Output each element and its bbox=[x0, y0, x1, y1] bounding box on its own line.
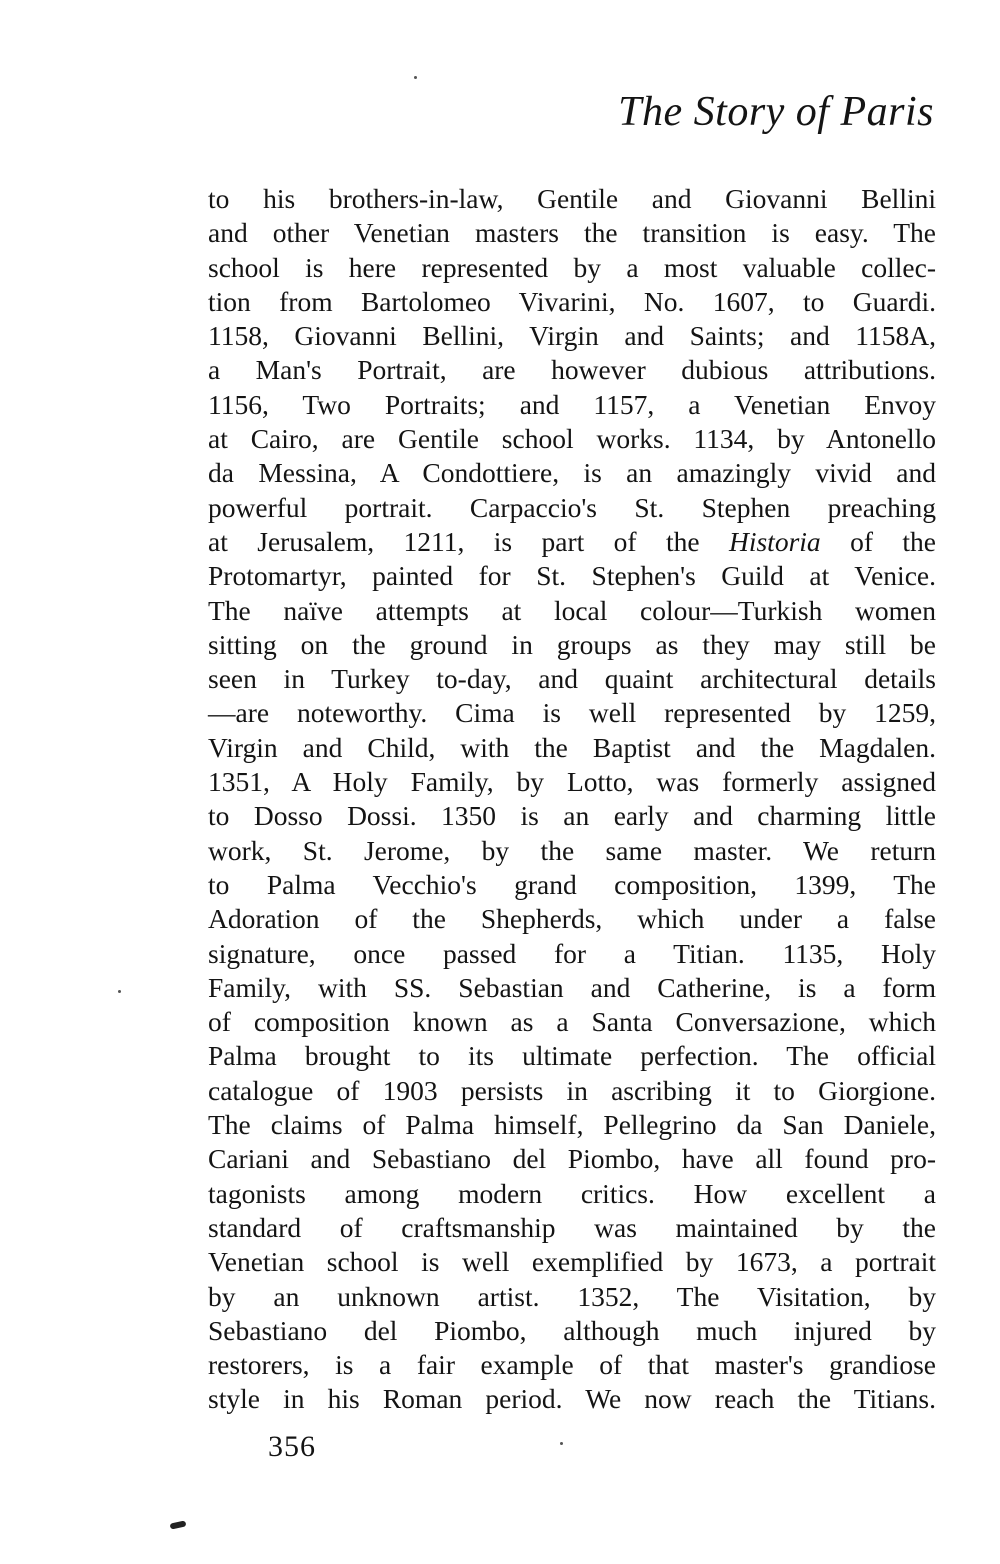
text-line: powerful portrait. Carpaccio's St. Stephen preaching bbox=[208, 491, 936, 523]
running-title: The Story of Paris bbox=[618, 89, 934, 135]
text-line: seen in Turkey to-day, and quaint architectural details bbox=[208, 663, 936, 695]
text-line: tagonists among modern critics. How excellent a bbox=[208, 1177, 936, 1209]
text-line: Family, with SS. Sebastian and Catherine, is a form bbox=[208, 971, 936, 1003]
ink-dot-mark bbox=[560, 1442, 563, 1445]
text-line: catalogue of 1903 persists in ascribing it to Giorgione. bbox=[208, 1074, 936, 1106]
text-line: Palma brought to its ultimate perfection. The official bbox=[208, 1040, 936, 1072]
text-line: restorers, is a fair example of that master's grandiose bbox=[208, 1349, 936, 1381]
text-line: and other Venetian masters the transition is easy. The bbox=[208, 217, 936, 249]
text-line: of composition known as a Santa Conversazione, which bbox=[208, 1006, 936, 1038]
text-line: Virgin and Child, with the Baptist and the Magdalen. bbox=[208, 731, 936, 763]
text-line: school is here represented by a most valuable collec- bbox=[208, 251, 936, 283]
text-line: da Messina, A Condottiere, is an amazingly vivid and bbox=[208, 457, 936, 489]
text-line: signature, once passed for a Titian. 1135, Holy bbox=[208, 937, 936, 969]
text-line: Venetian school is well exemplified by 1673, a portrait bbox=[208, 1246, 936, 1278]
text-line: 1158, Giovanni Bellini, Virgin and Saints; and 1158A, bbox=[208, 320, 936, 352]
text-line: to his brothers-in-law, Gentile and Giovanni Bellini bbox=[208, 183, 936, 214]
text-line: Cariani and Sebastiano del Piombo, have all found pro- bbox=[208, 1143, 936, 1175]
text-line: Adoration of the Shepherds, which under a false bbox=[208, 903, 936, 935]
text-line: by an unknown artist. 1352, The Visitation, by bbox=[208, 1280, 936, 1312]
body-paragraph bbox=[208, 182, 936, 1417]
text-line: sitting on the ground in groups as they may still be bbox=[208, 628, 936, 660]
text-line: 1156, Two Portraits; and 1157, a Venetian Envoy bbox=[208, 388, 936, 420]
text-line: —are noteworthy. Cima is well represented by 1259, bbox=[208, 697, 936, 729]
text-line: a Man's Portrait, are however dubious attributions. bbox=[208, 354, 936, 386]
text-line: tion from Bartolomeo Vivarini, No. 1607, to Guardi. bbox=[208, 285, 936, 317]
text-line: style in his Roman period. We now reach the Titians. bbox=[208, 1383, 936, 1415]
text-line: 1351, A Holy Family, by Lotto, was formerly assigned bbox=[208, 766, 936, 798]
text-line: standard of craftsmanship was maintained by the bbox=[208, 1211, 936, 1243]
text-line: Sebastiano del Piombo, although much injured by bbox=[208, 1314, 936, 1346]
text-line: work, St. Jerome, by the same master. We return bbox=[208, 834, 936, 866]
text-line: Protomartyr, painted for St. Stephen's Guild at Venice. bbox=[208, 560, 936, 592]
text-line: The naïve attempts at local colour—Turkish women bbox=[208, 594, 936, 626]
text-line: to Dosso Dossi. 1350 is an early and charming little bbox=[208, 800, 936, 832]
ink-dot-mark bbox=[118, 990, 121, 993]
text-line: The claims of Palma himself, Pellegrino da San Daniele, bbox=[208, 1109, 936, 1141]
text-line: to Palma Vecchio's grand composition, 1399, The bbox=[208, 868, 936, 900]
text-line: at Cairo, are Gentile school works. 1134, by Antonello bbox=[208, 423, 936, 455]
ink-dot-mark bbox=[414, 76, 417, 79]
italic-title: Historia bbox=[728, 525, 821, 557]
text-line: at Jerusalem, 1211, is part of the Historia of the bbox=[208, 525, 936, 557]
ink-speck-mark bbox=[170, 1520, 187, 1529]
page-number: 356 bbox=[268, 1430, 316, 1463]
